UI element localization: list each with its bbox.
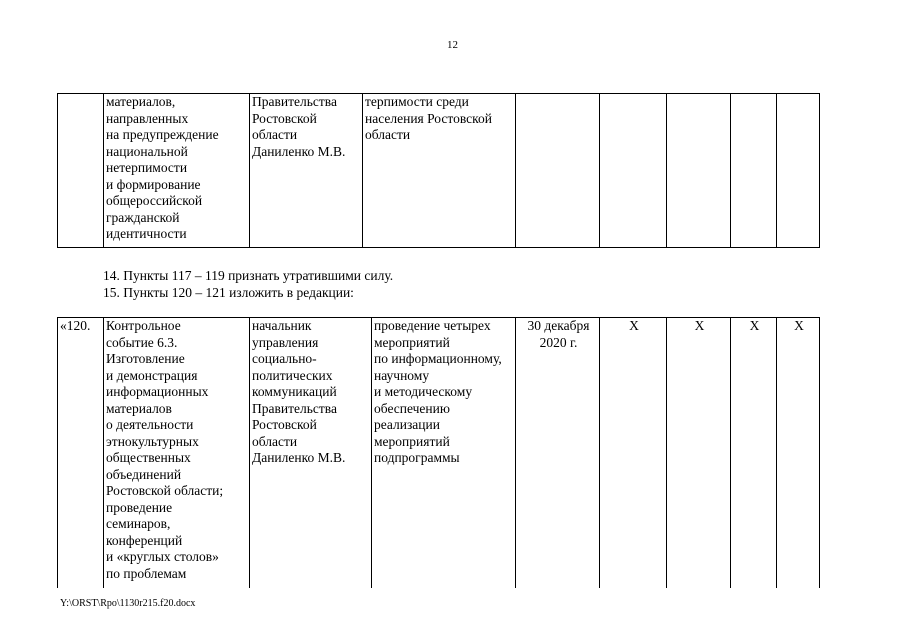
table-top-continuation <box>57 93 820 248</box>
text-line: социально- <box>252 351 317 366</box>
text-line: области <box>252 127 298 142</box>
text-line: объединений <box>106 466 182 482</box>
cell-number: «120. <box>58 318 104 588</box>
table-item-120 <box>57 317 820 588</box>
text-line: общественных <box>106 450 191 465</box>
text-line: управления <box>252 334 319 350</box>
text-line: семинаров, <box>106 516 171 531</box>
text-line: этнокультурных <box>106 433 199 449</box>
text-line: и методическому <box>374 384 473 399</box>
text-line: Изготовление <box>106 351 185 366</box>
page-number: 12 <box>447 39 458 51</box>
text-line: и «круглых столов» <box>106 549 219 564</box>
text-line: общероссийской <box>106 193 203 208</box>
cell-number <box>58 94 104 248</box>
text-line: по проблемам <box>106 565 187 581</box>
footer-file-path: Y:\ORST\Rpo\1130r215.f20.docx <box>60 598 196 609</box>
text-line: Ростовской <box>252 110 317 126</box>
text-line: материалов, <box>106 94 176 109</box>
text-line: Даниленко М.В. <box>252 450 346 465</box>
text-line: Даниленко М.В. <box>252 143 346 159</box>
text-line: реализации <box>374 417 440 432</box>
text-line: направленных <box>106 110 189 126</box>
text-line: гражданской <box>106 209 180 225</box>
text-line: терпимости среди <box>365 94 469 109</box>
cell-result <box>372 318 516 588</box>
text-line: проведение четырех <box>374 318 491 333</box>
text-line: Ростовской области; <box>106 483 224 498</box>
text-line: подпрограммы <box>374 450 460 465</box>
paragraph-15: 15. Пункты 120 – 121 изложить в редакции: <box>103 285 354 300</box>
text-line: событие 6.3. <box>106 334 178 350</box>
cell-responsible <box>250 94 363 248</box>
cell-x1 <box>600 94 667 248</box>
cell-x2 <box>667 94 731 248</box>
text-line: начальник <box>252 318 312 333</box>
text-line: политических <box>252 367 333 383</box>
text-line: обеспечению <box>374 400 450 416</box>
paragraph-14: 14. Пункты 117 – 119 признать утратившими силу. <box>103 268 394 283</box>
text-line: идентичности <box>106 226 187 241</box>
text-line: конференций <box>106 532 183 548</box>
text-line: мероприятий <box>374 433 450 449</box>
cell-x4: X <box>777 318 820 588</box>
table-row <box>58 318 820 588</box>
text-line: проведение <box>106 499 173 515</box>
text-line: и формирование <box>106 176 201 192</box>
text-line: научному <box>374 367 430 383</box>
cell-result <box>363 94 516 248</box>
text-line: 30 декабря <box>527 318 590 333</box>
text-line: мероприятий <box>374 334 450 350</box>
cell-event-name <box>104 318 250 588</box>
text-line: Контрольное <box>106 318 181 333</box>
text-line: населения Ростовской <box>365 110 492 126</box>
text-line: национальной <box>106 143 188 159</box>
cell-x3: X <box>731 318 777 588</box>
text-line: Правительства <box>252 400 337 416</box>
text-line: нетерпимости <box>106 160 188 175</box>
cell-responsible <box>250 318 372 588</box>
text-line: материалов <box>106 400 172 416</box>
text-line: по информационному, <box>374 351 502 366</box>
cell-date <box>516 94 600 248</box>
text-line: 2020 г. <box>539 334 578 350</box>
cell-date <box>516 318 600 588</box>
text-line: области <box>252 433 298 449</box>
text-line: области <box>365 127 411 142</box>
text-line: о деятельности <box>106 417 194 432</box>
text-line: коммуникаций <box>252 384 337 399</box>
text-line: Правительства <box>252 94 337 109</box>
cell-x2: X <box>667 318 731 588</box>
cell-x1: X <box>600 318 667 588</box>
cell-x3 <box>731 94 777 248</box>
text-line: информационных <box>106 384 209 399</box>
text-line: и демонстрация <box>106 367 198 383</box>
table-row <box>58 94 820 248</box>
text-line: на предупреждение <box>106 127 219 142</box>
cell-x4 <box>777 94 820 248</box>
cell-event-name <box>104 94 250 248</box>
text-line: Ростовской <box>252 417 317 432</box>
